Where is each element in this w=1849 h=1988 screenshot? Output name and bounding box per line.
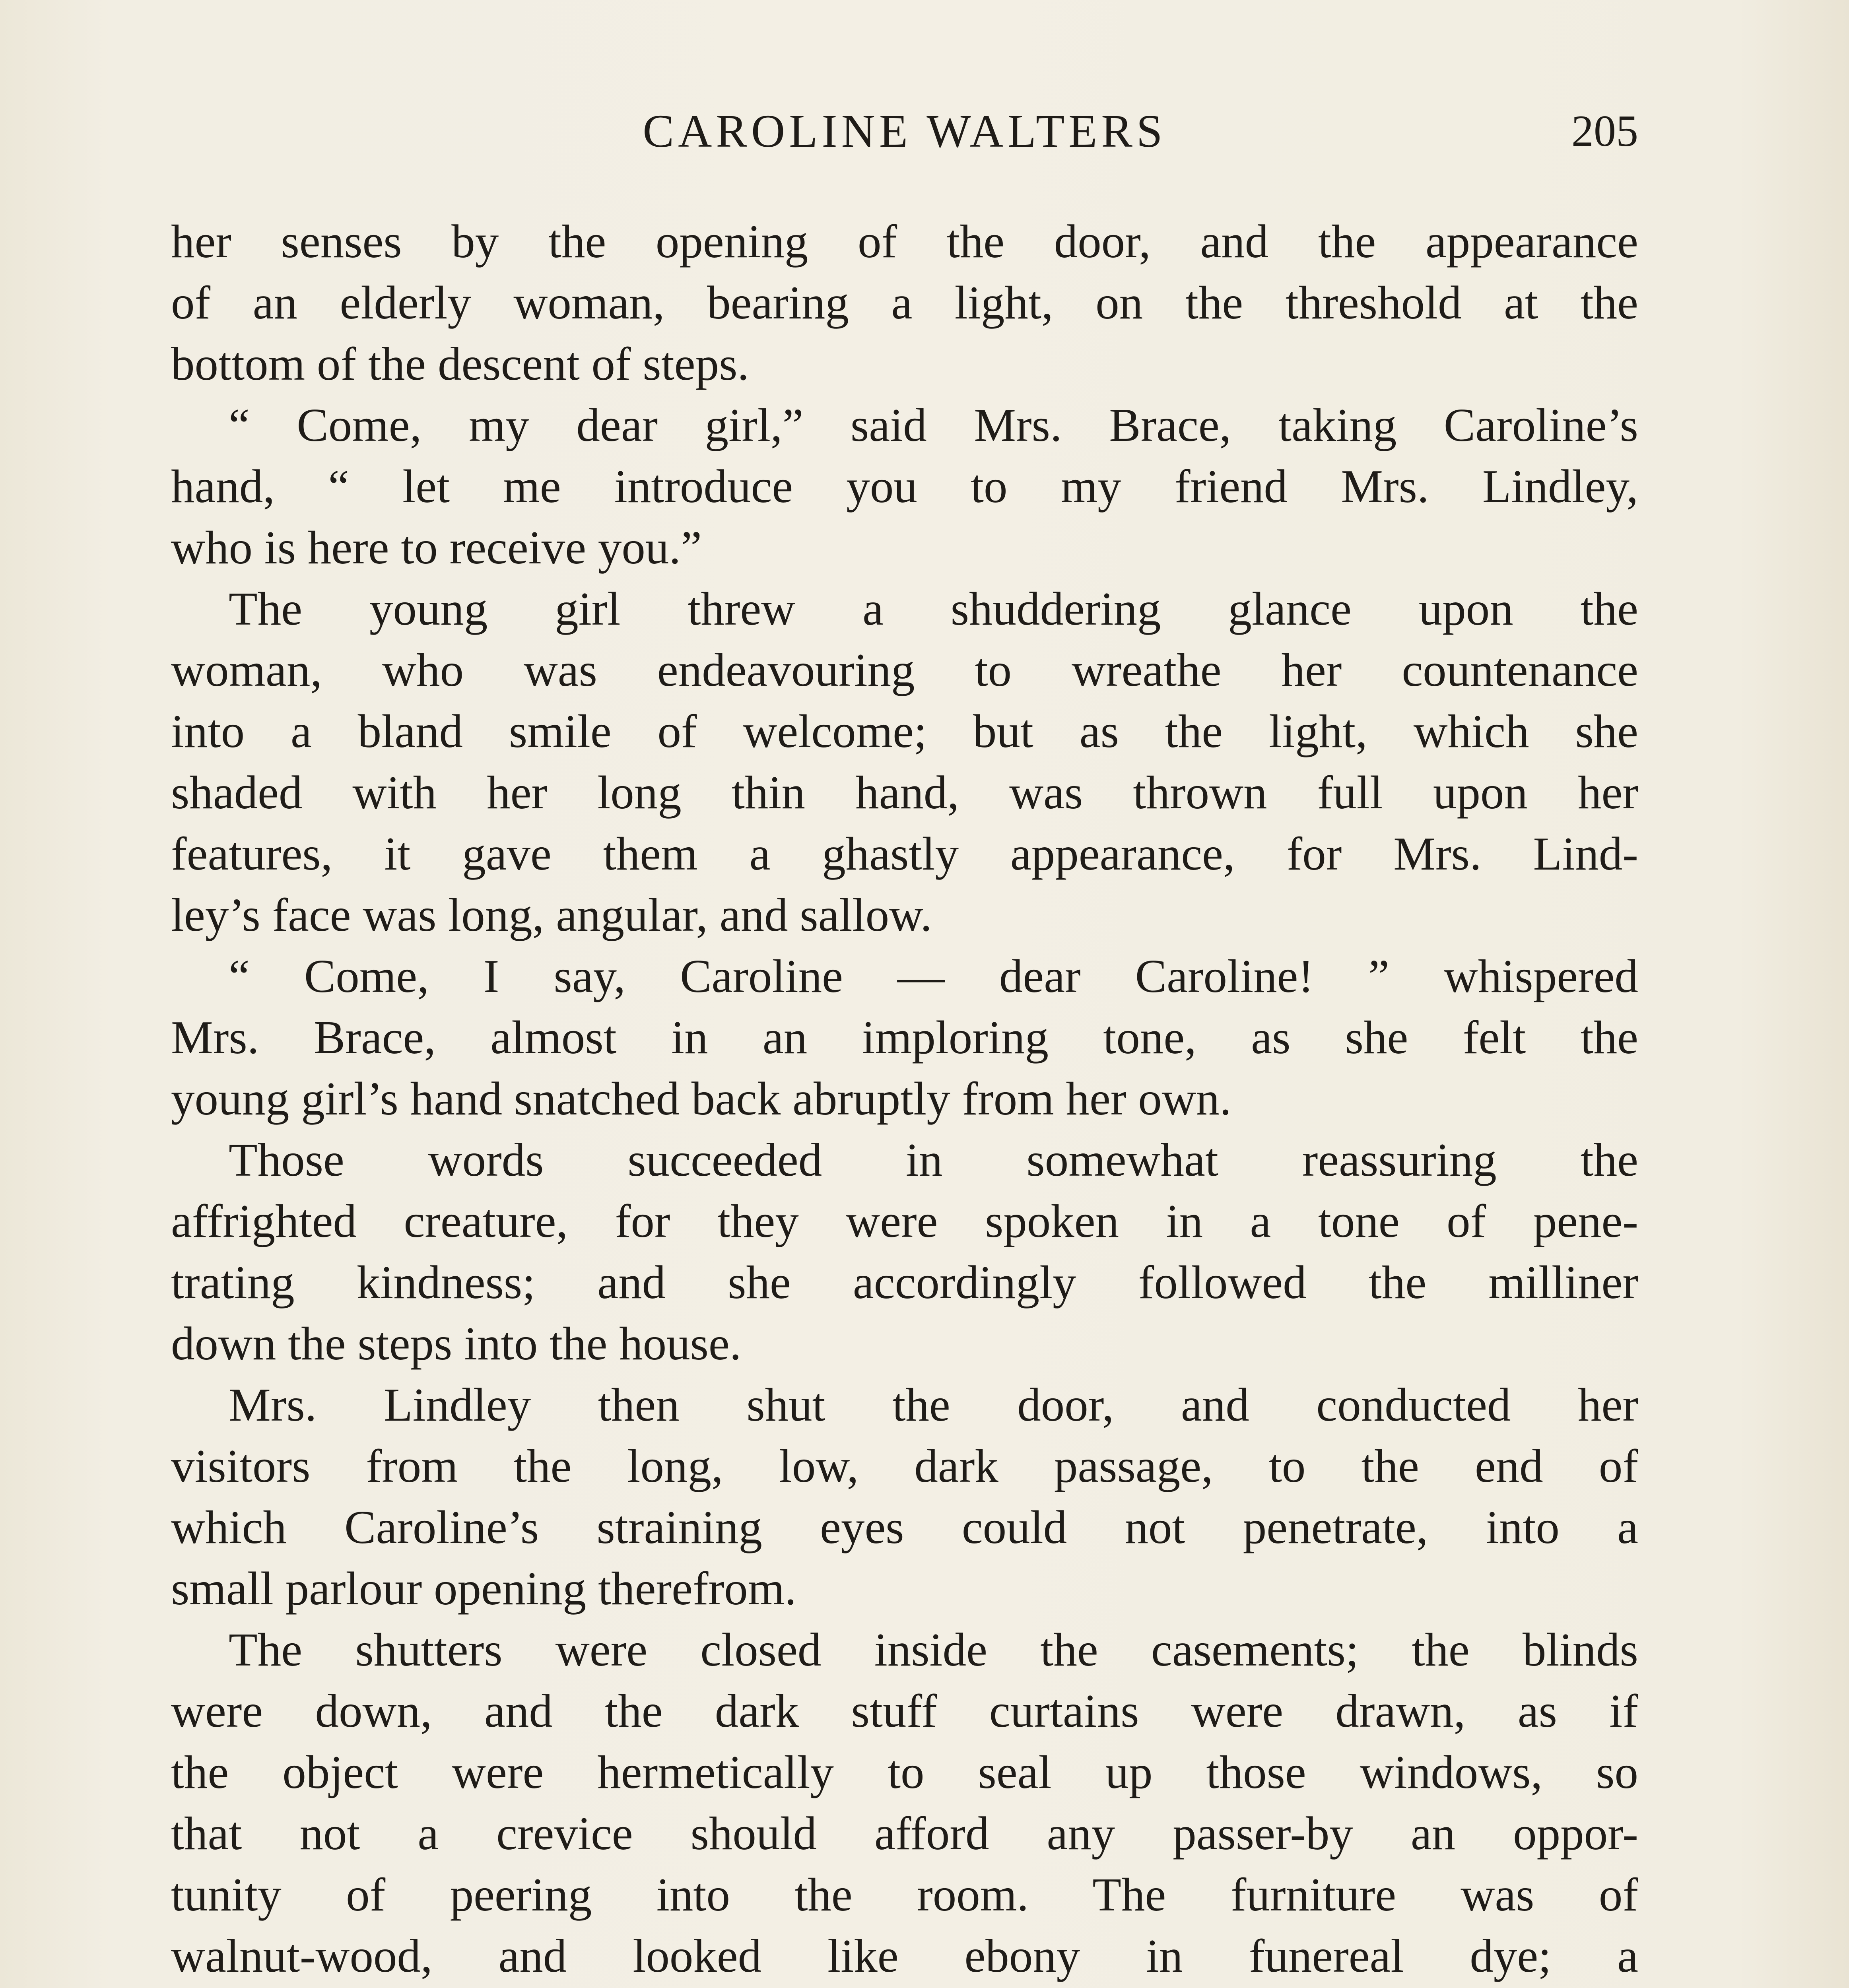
text-line: young girl’s hand snatched back abruptly from her own.	[171, 1072, 1231, 1125]
text-line: of an elderly woman, bearing a light, on the threshold at the	[171, 276, 1638, 329]
text-line: into a bland smile of welcome; but as the light, which she	[171, 705, 1638, 757]
text-line: Those words succeeded in somewhat reassuring the	[229, 1134, 1638, 1186]
text-line: “ Come, I say, Caroline — dear Caroline! ” whispered	[229, 950, 1638, 1002]
text-line: The young girl threw a shuddering glance upon the	[229, 582, 1638, 635]
text-line: trating kindness; and she accordingly followed the milliner	[171, 1256, 1638, 1309]
text-line: hand, “ let me introduce you to my friend Mrs. Lindley,	[171, 460, 1638, 513]
text-line: that not a crevice should afford any passer-by an oppor-	[171, 1807, 1638, 1860]
text-line	[171, 1986, 1638, 1988]
paragraph	[171, 394, 1638, 578]
page-number: 205	[1571, 107, 1638, 156]
running-header	[171, 101, 1638, 161]
paragraph	[171, 1374, 1638, 1619]
text-line: Mrs. Lindley then shut the door, and conducted her	[229, 1378, 1638, 1431]
paragraph	[171, 211, 1638, 394]
text-line: her senses by the opening of the door, and the appearance	[171, 215, 1638, 268]
text-line: down the steps into the house.	[171, 1317, 742, 1370]
text-line: Mrs. Brace, almost in an imploring tone, as she felt the	[171, 1011, 1638, 1064]
text-line: the object were hermetically to seal up those windows, so	[171, 1746, 1638, 1798]
text-line: bottom of the descent of steps.	[171, 338, 750, 390]
text-line: woman, who was endeavouring to wreathe her countenance	[171, 644, 1638, 696]
text-line: The shutters were closed inside the casements; the blinds	[229, 1623, 1638, 1676]
text-line: which Caroline’s straining eyes could not penetrate, into a	[171, 1501, 1638, 1553]
paragraph	[171, 1129, 1638, 1374]
running-title: CAROLINE WALTERS	[643, 105, 1167, 157]
paragraph	[171, 945, 1638, 1129]
text-line: shaded with her long thin hand, was thrown full upon her	[171, 766, 1638, 819]
body-text	[171, 211, 1638, 1988]
text-line: were down, and the dark stuff curtains were drawn, as if	[171, 1685, 1638, 1737]
text-line: “ Come, my dear girl,” said Mrs. Brace, taking Caroline’s	[229, 399, 1638, 451]
text-line: tunity of peering into the room. The furniture was of	[171, 1868, 1638, 1921]
text-line: visitors from the long, low, dark passage, to the end of	[171, 1440, 1638, 1492]
text-line: affrighted creature, for they were spoken in a tone of pene-	[171, 1195, 1638, 1247]
text-line: small parlour opening therefrom.	[171, 1562, 796, 1615]
text-line: features, it gave them a ghastly appearance, for Mrs. Lind-	[171, 827, 1638, 880]
paragraph	[171, 578, 1638, 945]
text-line: ley’s face was long, angular, and sallow.	[171, 889, 932, 941]
text-line: who is here to receive you.”	[171, 521, 702, 574]
text-line: walnut-wood, and looked like ebony in funereal dye; a	[171, 1930, 1638, 1982]
paragraph	[171, 1619, 1638, 1988]
